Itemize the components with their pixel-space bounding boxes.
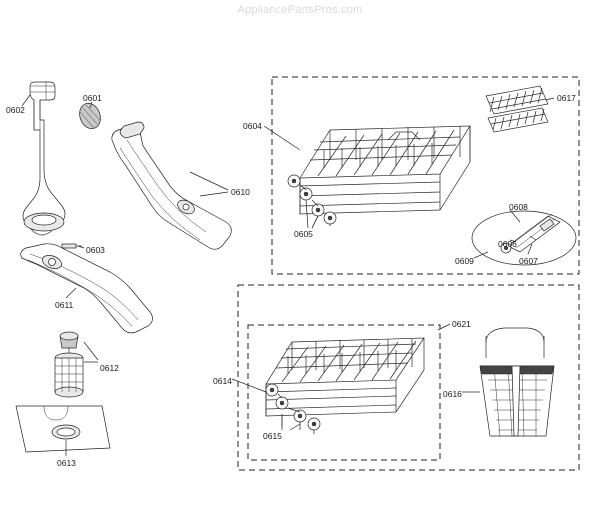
part-0601-filter — [76, 100, 104, 131]
callout-0609: 0609 — [455, 256, 474, 266]
callout-0621: 0621 — [452, 319, 471, 329]
part-0611-lower-spray-arm — [21, 244, 153, 333]
callout-0613: 0613 — [57, 458, 76, 468]
callout-0617: 0617 — [557, 93, 576, 103]
callout-0610: 0610 — [231, 187, 250, 197]
callout-0603: 0603 — [86, 245, 105, 255]
part-0617-tine-insert — [486, 86, 548, 132]
callout-0612: 0612 — [100, 363, 119, 373]
callout-0616: 0616 — [443, 389, 462, 399]
callout-0611: 0611 — [55, 300, 74, 310]
callout-0608: 0608 — [509, 202, 528, 212]
callout-0614: 0614 — [213, 376, 232, 386]
callout-0602: 0602 — [6, 105, 25, 115]
callout-0605: 0605 — [294, 229, 313, 239]
part-0604-upper-rack — [300, 126, 470, 214]
part-0610-middle-spray-arm — [112, 122, 231, 249]
part-0616-silverware-basket — [480, 328, 554, 436]
part-0605-rollers-upper — [288, 175, 336, 228]
callout-0606: 0606 — [498, 239, 517, 249]
part-0612-filter-cylinder — [55, 332, 83, 397]
callout-0604: 0604 — [243, 121, 262, 131]
part-0602-feed-tube — [23, 82, 65, 235]
callout-0615: 0615 — [263, 431, 282, 441]
part-0613-filter-plate — [16, 406, 110, 452]
watermark: AppliancePartsPros.com — [237, 4, 363, 16]
callout-0607: 0607 — [519, 256, 538, 266]
callout-0601: 0601 — [83, 93, 102, 103]
part-0614-lower-rack — [266, 338, 424, 416]
